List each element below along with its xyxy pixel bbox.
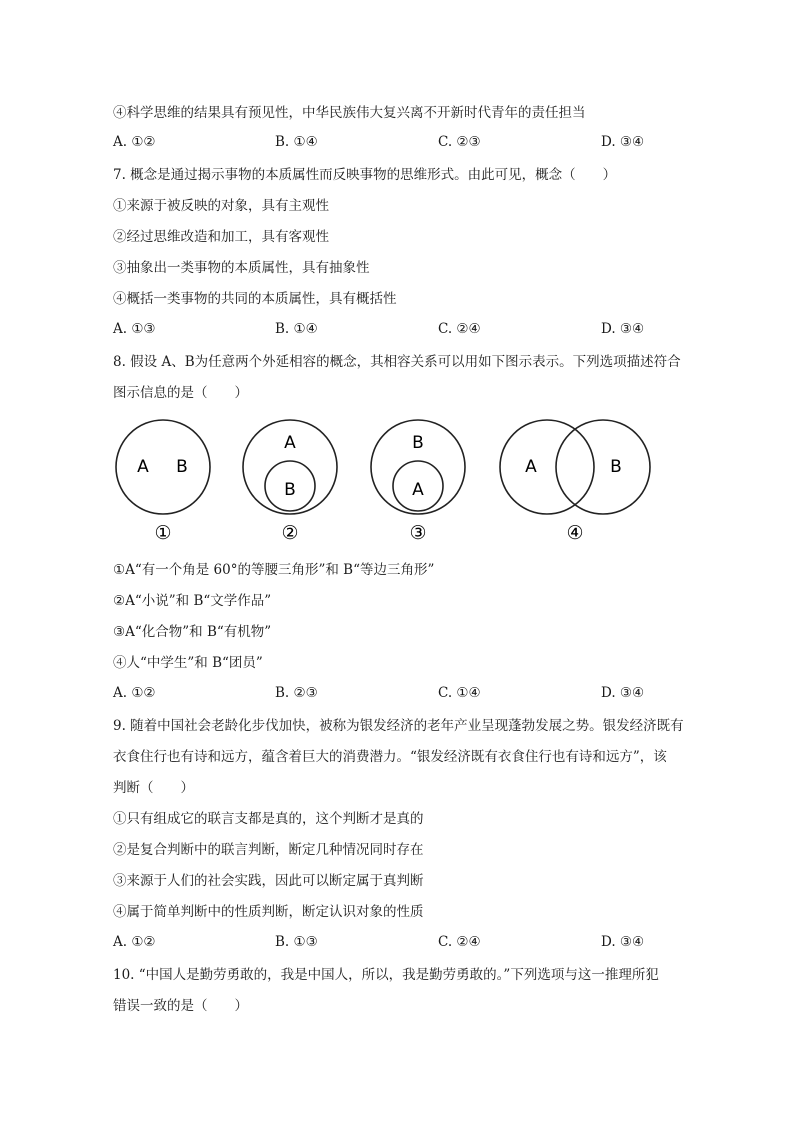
venn-3-label-outer: B — [412, 433, 424, 453]
q8-option-b[interactable]: B. ②③ — [275, 685, 318, 701]
q7-statement-1: ①来源于被反映的对象，具有主观性 — [113, 198, 329, 214]
q7-option-c[interactable]: C. ②④ — [438, 321, 481, 337]
q9-options — [113, 934, 673, 954]
venn-4-label-a: A — [525, 457, 537, 477]
q8-option-d[interactable]: D. ③④ — [601, 685, 645, 701]
q8-option-c[interactable]: C. ①④ — [438, 685, 481, 701]
q7-statement-4: ④概括一类事物的共同的本质属性，具有概括性 — [113, 291, 397, 307]
q7-options — [113, 321, 673, 341]
q6-statement-4: ④科学思维的结果具有预见性，中华民族伟大复兴离不开新时代青年的责任担当 — [113, 105, 586, 121]
venn-4-label-b: B — [610, 457, 622, 477]
venn-2-number: ② — [281, 522, 299, 544]
venn-2-label-outer: A — [284, 433, 296, 453]
q8-stem-line-2: 图示信息的是（ ） — [113, 385, 248, 401]
q7-statement-3: ③抽象出一类事物的本质属性，具有抽象性 — [113, 260, 370, 276]
venn-4-circle-b — [556, 420, 650, 514]
q8-options — [113, 685, 673, 705]
q9-statement-2: ②是复合判断中的联言判断，断定几种情况同时存在 — [113, 842, 424, 858]
q7-option-b[interactable]: B. ①④ — [275, 321, 318, 337]
q8-statement-3: ③A“化合物”和 B“有机物” — [113, 624, 272, 640]
q9-option-b[interactable]: B. ①③ — [275, 934, 318, 950]
venn-3-label-inner: A — [412, 480, 424, 500]
q6-option-c[interactable]: C. ②③ — [438, 134, 481, 150]
q8-stem-line-1: 8. 假设 A、B为任意两个外延相容的概念，其相容关系可以用如下图示表示。下列选项描述符合 — [113, 354, 681, 370]
venn-1-label-a: A — [137, 457, 149, 477]
q8-venn-figure — [100, 410, 620, 550]
q6-option-d[interactable]: D. ③④ — [601, 134, 645, 150]
q9-statement-3: ③来源于人们的社会实践，因此可以断定属于真判断 — [113, 873, 424, 889]
q8-statement-4: ④人“中学生”和 B“团员” — [113, 655, 263, 671]
q9-statement-4: ④属于简单判断中的性质判断，断定认识对象的性质 — [113, 904, 424, 920]
q6-options — [113, 134, 673, 154]
q9-stem-line-3: 判断（ ） — [113, 780, 194, 796]
q9-option-a[interactable]: A. ①② — [113, 934, 156, 950]
q6-option-a[interactable]: A. ①② — [113, 134, 156, 150]
q8-option-a[interactable]: A. ①② — [113, 685, 156, 701]
q6-option-b[interactable]: B. ①④ — [275, 134, 318, 150]
q9-stem-line-1: 9. 随着中国社会老龄化步伐加快，被称为银发经济的老年产业呈现蓬勃发展之势。银发经济既有 — [113, 718, 684, 734]
venn-4-number: ④ — [566, 522, 584, 544]
venn-1-number: ① — [154, 522, 172, 544]
venn-3-number: ③ — [409, 522, 427, 544]
venn-4-circle-a — [500, 420, 594, 514]
venn-1-circle — [116, 420, 210, 514]
q9-stem-line-2: 衣食住行也有诗和远方，蕴含着巨大的消费潜力。“银发经济既有衣食住行也有诗和远方”，该 — [113, 749, 667, 765]
q9-option-c[interactable]: C. ②④ — [438, 934, 481, 950]
q7-option-d[interactable]: D. ③④ — [601, 321, 645, 337]
venn-2-label-inner: B — [284, 480, 296, 500]
q9-option-d[interactable]: D. ③④ — [601, 934, 645, 950]
q10-stem-line-1: 10. “中国人是勤劳勇敢的，我是中国人，所以，我是勤劳勇敢的。”下列选项与这一推理所犯 — [113, 967, 659, 983]
q7-option-a[interactable]: A. ①③ — [113, 321, 156, 337]
venn-1-label-b: B — [176, 457, 188, 477]
q7-statement-2: ②经过思维改造和加工，具有客观性 — [113, 229, 329, 245]
q10-stem-line-2: 错误一致的是（ ） — [113, 998, 248, 1014]
q8-statement-2: ②A“小说”和 B“文学作品” — [113, 593, 272, 609]
q9-statement-1: ①只有组成它的联言支都是真的，这个判断才是真的 — [113, 811, 424, 827]
q8-statement-1: ①A“有一个角是 60°的等腰三角形”和 B“等边三角形” — [113, 562, 435, 578]
q7-stem: 7. 概念是通过揭示事物的本质属性而反映事物的思维形式。由此可见，概念（ ） — [113, 167, 617, 183]
